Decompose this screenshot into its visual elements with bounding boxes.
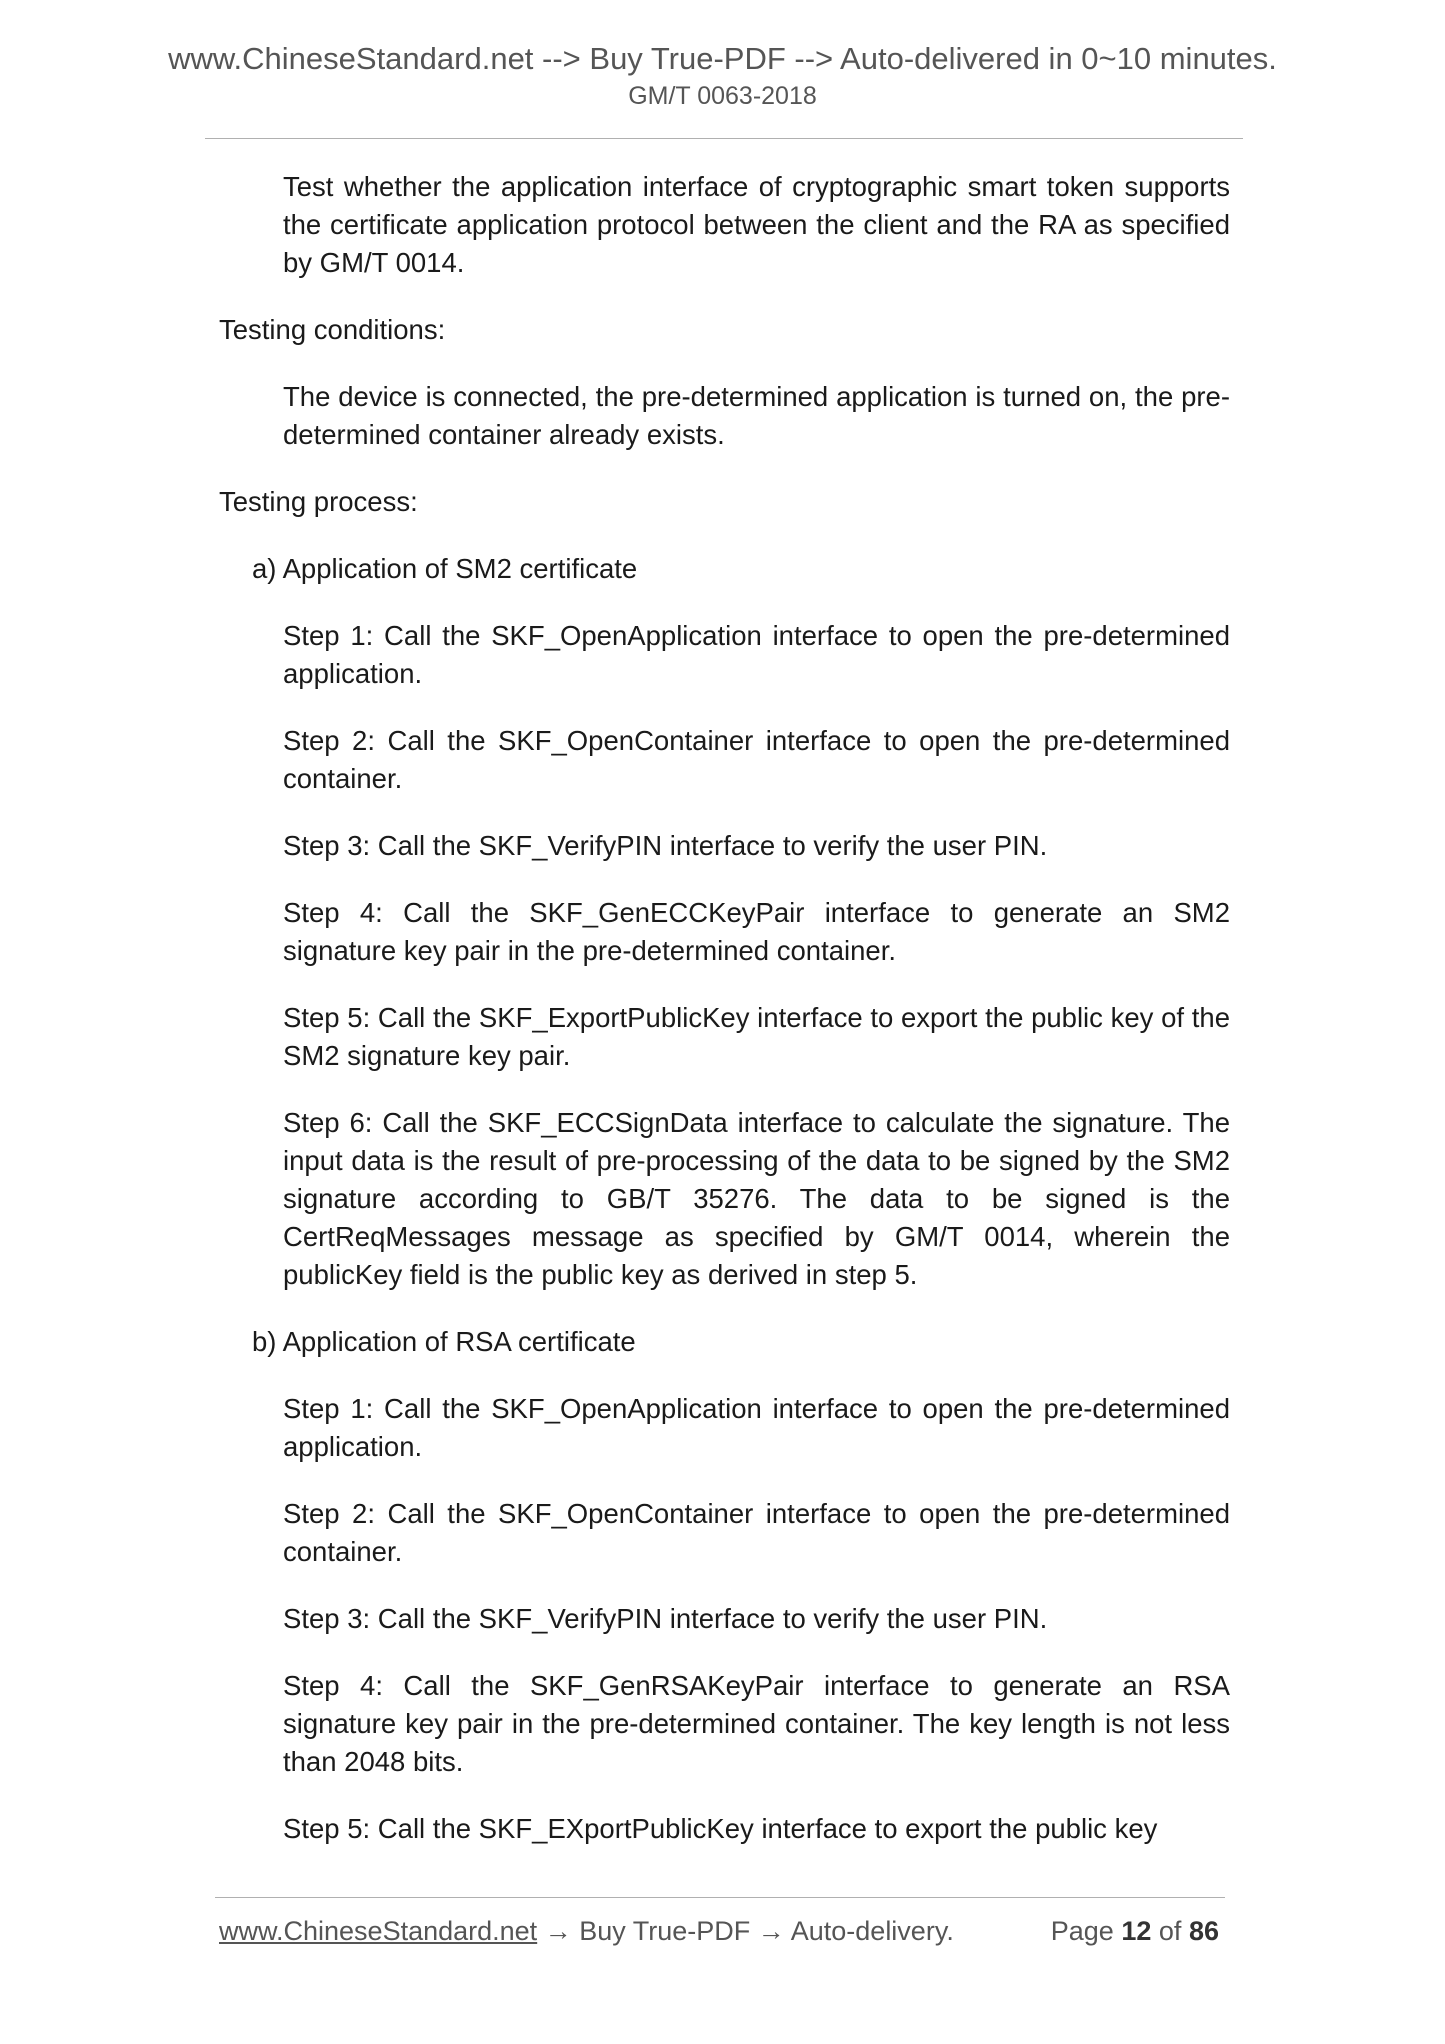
page-word: Page <box>1050 1916 1114 1946</box>
section-a-step: Step 3: Call the SKF_VerifyPIN interface to verify the user PIN. <box>283 830 1048 861</box>
testing-process-label: Testing process: <box>219 486 418 517</box>
section-b-step: Step 1: Call the SKF_OpenApplication interface to open the pre-determined application. <box>283 1393 1230 1462</box>
section-b-step: Step 2: Call the SKF_OpenContainer interface to open the pre-determined container. <box>283 1498 1230 1567</box>
footer-promo-text: → Buy True-PDF → Auto-delivery. <box>537 1916 954 1946</box>
section-a-step: Step 1: Call the SKF_OpenApplication interface to open the pre-determined application. <box>283 620 1230 689</box>
page-number <box>1051 1916 1219 1947</box>
testing-conditions-label: Testing conditions: <box>219 314 446 345</box>
page-total: 86 <box>1188 1916 1219 1946</box>
section-a-title: a) Application of SM2 certificate <box>252 553 638 584</box>
footer-divider <box>215 1897 1225 1898</box>
section-a-step: Step 4: Call the SKF_GenECCKeyPair interface to generate an SM2 signature key pair in the pre-determined container. <box>283 897 1230 966</box>
page-current: 12 <box>1121 1916 1152 1946</box>
header-banner: www.ChineseStandard.net --> Buy True-PDF --> Auto-delivered in 0~10 minutes. <box>168 41 1277 76</box>
intro-paragraph: Test whether the application interface of cryptographic smart token supports the certificate application protocol between the client and the RA as specified by GM/T 0014. <box>283 171 1230 278</box>
header-divider <box>205 138 1243 139</box>
testing-conditions-text: The device is connected, the pre-determined application is turned on, the pre-determined container already exists. <box>283 381 1230 450</box>
document-body <box>0 168 1445 1877</box>
section-b-step: Step 4: Call the SKF_GenRSAKeyPair interface to generate an RSA signature key pair in the pre-determined container. The key length is not less than 2048 bits. <box>283 1670 1230 1777</box>
footer-promo <box>219 1916 954 1947</box>
document-id: GM/T 0063-2018 <box>628 82 817 110</box>
section-a-step: Step 5: Call the SKF_ExportPublicKey interface to export the public key of the SM2 signature key pair. <box>283 1002 1230 1071</box>
section-b-step: Step 5: Call the SKF_EXportPublicKey interface to export the public key <box>283 1813 1158 1844</box>
section-a-step: Step 2: Call the SKF_OpenContainer interface to open the pre-determined container. <box>283 725 1230 794</box>
section-b-step: Step 3: Call the SKF_VerifyPIN interface to verify the user PIN. <box>283 1603 1048 1634</box>
footer-site-link[interactable]: www.ChineseStandard.net <box>219 1916 538 1946</box>
of-word: of <box>1158 1916 1182 1946</box>
page-header <box>0 40 1445 112</box>
section-b-title: b) Application of RSA certificate <box>252 1326 636 1357</box>
page-footer <box>219 1916 1225 1952</box>
section-a-step: Step 6: Call the SKF_ECCSignData interface to calculate the signature. The input data is the result of pre-processing of the data to be signed by the SM2 signature according to GB/T 35276. The data to be signed is the CertReqMessages message as specified by GM/T 0014, wherein the publicKey field is the public key as derived in step 5. <box>283 1107 1230 1290</box>
